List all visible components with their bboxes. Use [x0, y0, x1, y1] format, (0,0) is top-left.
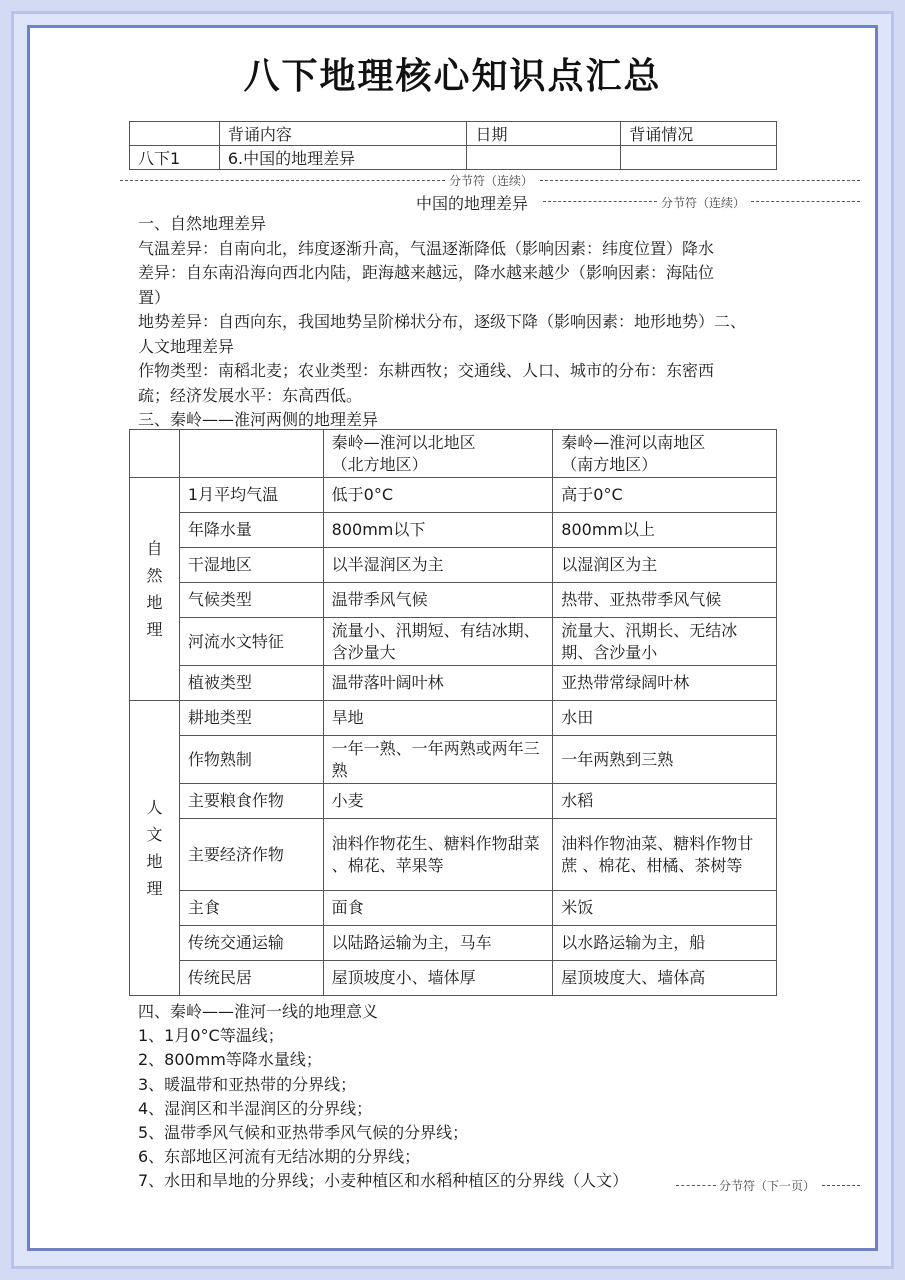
table-row — [130, 701, 777, 736]
south-value: 米饭 — [553, 891, 777, 926]
section-break-line — [543, 201, 657, 202]
section-break-line — [676, 1185, 716, 1186]
row-item: 主要粮食作物 — [179, 784, 323, 819]
table-row — [130, 926, 777, 961]
table-row — [130, 891, 777, 926]
section-break-continuous-2: 分节符（连续） — [661, 196, 746, 210]
south-value: 屋顶坡度大、墙体高 — [553, 961, 777, 996]
north-value: 小麦 — [323, 784, 553, 819]
section-break-continuous-1: 分节符（连续） — [449, 174, 534, 188]
south-value: 高于0°C — [553, 478, 777, 513]
comparison-header-row — [130, 430, 777, 478]
schedule-row — [130, 146, 777, 170]
body-line: 作物类型：南稻北麦；农业类型：东耕西牧；交通线、人口、城市的分布：东密西 — [138, 361, 715, 380]
row-item: 传统交通运输 — [179, 926, 323, 961]
group-label-human: 人文地理 — [130, 701, 180, 996]
table-row — [130, 736, 777, 784]
significance-list — [138, 1000, 628, 1194]
row-item: 作物熟制 — [179, 736, 323, 784]
row-item: 气候类型 — [179, 583, 323, 618]
body-line: 疏；经济发展水平：东高西低。 — [138, 385, 363, 405]
north-value: 800mm以下 — [323, 513, 553, 548]
section-heading: 中国的地理差异 — [416, 194, 529, 213]
south-value: 亚热带常绿阔叶林 — [553, 666, 777, 701]
section-break-next-page: 分节符（下一页） — [719, 1179, 816, 1193]
body-line: 置） — [138, 287, 171, 307]
schedule-cell-date — [467, 146, 621, 170]
south-value: 一年两熟到三熟 — [553, 736, 777, 784]
north-value: 以陆路运输为主，马车 — [323, 926, 553, 961]
schedule-cell-status — [621, 146, 777, 170]
list-item: 2、800mm等降水量线； — [138, 1050, 322, 1070]
schedule-header-cell: 日期 — [467, 122, 621, 146]
north-header-line1: 秦岭—淮河以北地区 — [331, 432, 476, 452]
south-header — [553, 430, 777, 478]
schedule-header-cell: 背诵内容 — [219, 122, 467, 146]
section-break-line — [822, 1185, 860, 1186]
south-value: 水田 — [553, 701, 777, 736]
section-break-line — [751, 201, 860, 202]
table-row — [130, 961, 777, 996]
schedule-cell-unit: 八下1 — [130, 146, 220, 170]
north-header — [323, 430, 553, 478]
north-value: 温带季风气候 — [323, 583, 553, 618]
north-value: 低于0°C — [323, 478, 553, 513]
section-break-line — [120, 180, 445, 181]
list-item: 6、东部地区河流有无结冰期的分界线； — [138, 1147, 421, 1167]
row-item: 主要经济作物 — [179, 819, 323, 891]
corner-cell — [179, 430, 323, 478]
row-item: 年降水量 — [179, 513, 323, 548]
schedule-header-row — [130, 122, 777, 146]
south-value: 水稻 — [553, 784, 777, 819]
row-item: 1月平均气温 — [179, 478, 323, 513]
south-value: 流量大、汛期长、无结冰期、含沙量小 — [553, 618, 777, 666]
page-title: 八下地理核心知识点汇总 — [243, 55, 662, 97]
body-line: 气温差异：自南向北，纬度逐渐升高，气温逐渐降低（影响因素：纬度位置）降水 — [138, 238, 715, 258]
corner-cell — [130, 430, 180, 478]
list-item: 5、温带季风气候和亚热带季风气候的分界线； — [138, 1123, 469, 1143]
north-value: 流量小、汛期短、有结冰期、含沙量大 — [323, 618, 553, 666]
row-item: 干湿地区 — [179, 548, 323, 583]
north-header-line2: （北方地区） — [331, 454, 428, 474]
row-item: 传统民居 — [179, 961, 323, 996]
row-item: 耕地类型 — [179, 701, 323, 736]
north-value: 旱地 — [323, 701, 553, 736]
table-row — [130, 666, 777, 701]
body-line: 三、秦岭——淮河两侧的地理差异 — [138, 410, 379, 429]
south-header-line1: 秦岭—淮河以南地区 — [561, 432, 706, 452]
group-label-natural: 自然地理 — [130, 478, 180, 701]
list-item: 3、暖温带和亚热带的分界线； — [138, 1074, 357, 1094]
schedule-header-cell: 背诵情况 — [621, 122, 777, 146]
schedule-table — [129, 121, 777, 170]
table-row — [130, 583, 777, 618]
north-value: 以半湿润区为主 — [323, 548, 553, 583]
south-value: 以湿润区为主 — [553, 548, 777, 583]
table-row — [130, 478, 777, 513]
table-row — [130, 819, 777, 891]
comparison-table — [129, 429, 777, 996]
row-item: 河流水文特征 — [179, 618, 323, 666]
north-value: 温带落叶阔叶林 — [323, 666, 553, 701]
north-value: 面食 — [323, 891, 553, 926]
north-value: 屋顶坡度小、墙体厚 — [323, 961, 553, 996]
table-row — [130, 548, 777, 583]
body-text — [138, 212, 778, 433]
part1-title: 一、自然地理差异 — [138, 214, 267, 233]
section-break-line — [540, 180, 860, 181]
body-line: 差异：自东南沿海向西北内陆，距海越来越远，降水越来越少（影响因素：海陆位 — [138, 263, 715, 282]
table-row — [130, 618, 777, 666]
schedule-cell-content: 6.中国的地理差异 — [219, 146, 467, 170]
schedule-header-cell — [130, 122, 220, 146]
south-value: 热带、亚热带季风气候 — [553, 583, 777, 618]
north-value: 油料作物花生、糖料作物甜菜 、棉花、苹果等 — [323, 819, 553, 891]
list-item: 1、1月0°C等温线； — [138, 1026, 284, 1046]
table-row — [130, 784, 777, 819]
row-item: 主食 — [179, 891, 323, 926]
list-item: 7、水田和旱地的分界线；小麦种植区和水稻种植区的分界线（人文） — [138, 1171, 629, 1191]
table-row — [130, 513, 777, 548]
south-value: 油料作物油菜、糖料作物甘蔗 、棉花、柑橘、茶树等 — [553, 819, 777, 891]
list-item: 4、湿润区和半湿润区的分界线； — [138, 1098, 373, 1118]
body-line: 地势差异：自西向东，我国地势呈阶梯状分布，逐级下降（影响因素：地形地势）二、 — [138, 312, 747, 331]
body-line: 人文地理差异 — [138, 336, 235, 356]
south-header-line2: （南方地区） — [561, 454, 658, 474]
north-value: 一年一熟、一年两熟或两年三熟 — [323, 736, 553, 784]
significance-title: 四、秦岭——淮河一线的地理意义 — [138, 1002, 379, 1021]
south-value: 800mm以上 — [553, 513, 777, 548]
row-item: 植被类型 — [179, 666, 323, 701]
south-value: 以水路运输为主，船 — [553, 926, 777, 961]
